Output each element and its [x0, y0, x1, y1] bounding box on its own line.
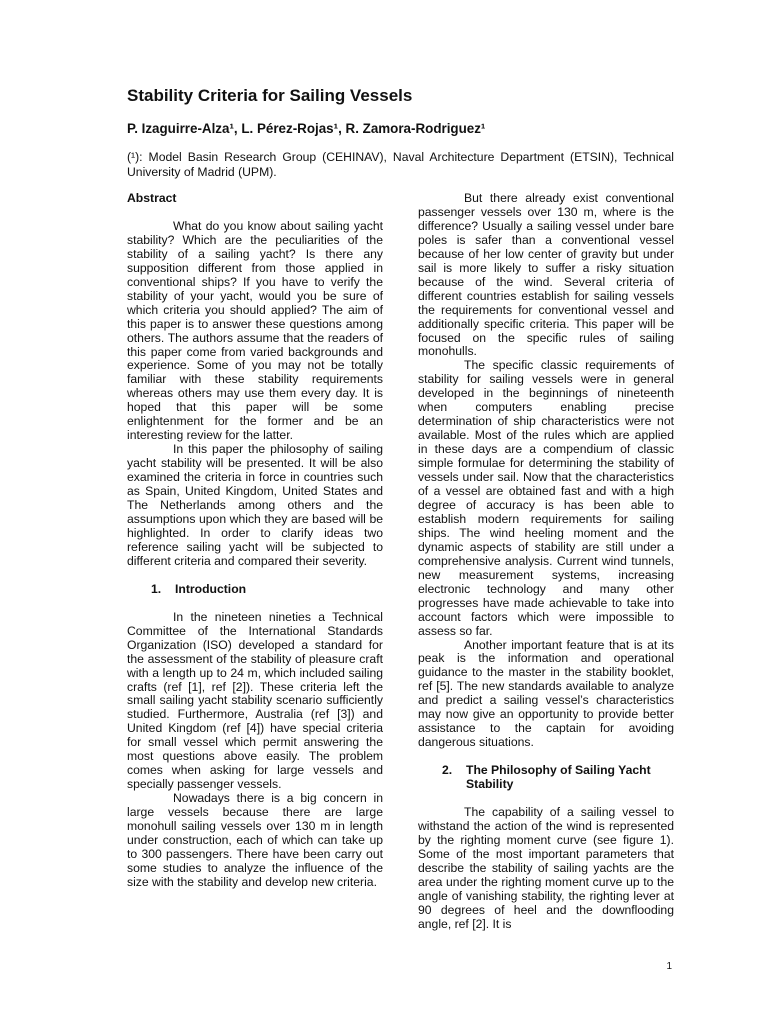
philosophy-paragraph-1: The capability of a sailing vessel to withstand the action of the wind is represented by the righting moment curve (see figure 1). Some of the most important parameters that describe the stability of sailing yachts are the area under the righting moment curve up to the angle of vanishing stability, the righting lever at 90 degrees of heel and the downflooding angle, ref [2]. It is — [418, 805, 674, 931]
introduction-paragraph-2: Nowadays there is a big concern in large vessels because there are large monohull sailing vessels over 130 m in length under construction, each of which can take up to 300 passengers. There have been carry out some studies to analyze the influence of the size with the stability and develop new criteria. — [127, 791, 383, 889]
paper-title: Stability Criteria for Sailing Vessels — [127, 86, 413, 105]
section-2-title: The Philosophy of Sailing Yacht Stability — [466, 763, 651, 792]
affiliation: (¹): Model Basin Research Group (CEHINAV), Naval Architecture Department (ETSIN), Technical University of Madrid (UPM). — [127, 150, 674, 179]
abstract-paragraph-2: In this paper the philosophy of sailing yacht stability will be presented. It will be also examined the criteria in force in countries such as Spain, United Kingdom, United States and The Netherlands among others and the assumptions upon which they are based will be highlighted. In order to clarify ideas two reference sailing yacht will be subjected to different criteria and compared their severity. — [127, 442, 383, 568]
right-paragraph-3: Another important feature that is at its peak is the information and operational guidance to the master in the stability booklet, ref [5]. The new standards available to analyze and predict a sailing vessel’s characteristics may now give an opportunity to provide better assistance to the captain for avoiding dangerous situations. — [418, 637, 674, 750]
section-2-heading — [418, 764, 674, 792]
section-1-title: Introduction — [175, 581, 247, 596]
section-2-number: 2. — [442, 763, 453, 778]
section-1-heading — [127, 583, 383, 597]
right-paragraph-1: But there already exist conventional passenger vessels over 130 m, where is the difference? Usually a sailing vessel under bare poles is safer than a conventional vessel because of her low center of gravity but under sail is more likely to suffer a risky situation because of the wind. Several criteria of different countries establish for sailing vessels the requirements for conventional vessel and additionally specific criteria. This paper will be focused on the specific rules of sailing monohulls. — [418, 191, 674, 359]
left-column — [127, 192, 383, 890]
abstract-heading: Abstract — [127, 191, 177, 205]
abstract-paragraph-1: What do you know about sailing yacht stability? Which are the peculiarities of the stability of a sailing yacht? Is there any supposition different from those applied in conventional ships? If you have to verify the stability of your yacht, would you be sure of which criteria you should applied? The aim of this paper is to answer these questions among others. The authors assume that the readers of this paper come from varied backgrounds and experience. Some of you may not be totally familiar with these stability requirements whereas others may use them every day. It is hoped that this paper will be some enlightenment for the former and be an interesting review for the latter. — [127, 218, 383, 443]
right-column — [418, 192, 674, 932]
section-1-number: 1. — [151, 581, 162, 596]
author-list: P. Izaguirre-Alza¹, L. Pérez-Rojas¹, R. Zamora-Rodriguez¹ — [127, 121, 486, 136]
page-number: 1 — [666, 961, 672, 972]
right-paragraph-2: The specific classic requirements of stability for sailing vessels were in general developed in the beginnings of nineteenth when computers enabling precise determination of ship characteristics were not available. Most of the rules which are applied in these days are a compendium of classic simple formulae for determining the stability of vessels under sail. Now that the characteristics of a vessel are obtained fast and with a high degree of accuracy is has been able to establish modern requirements for sailing ships. The wind heeling moment and the dynamic aspects of stability are still under a comprehensive analysis. Current wind tunnels, new measurement systems, increasing electronic technology and many other progresses have made achievable to take into account factors which were impossible to assess so far. — [418, 358, 674, 638]
introduction-paragraph-1: In the nineteen nineties a Technical Committee of the International Standards Organization (ISO) developed a standard for the assessment of the stability of pleasure craft with a length up to 24 m, which included sailing crafts (ref [1], ref [2]). These criteria left the small sailing yacht stability scenario sufficiently studied. Furthermore, Australia (ref [3]) and United Kingdom (ref [4]) have special criteria for small vessel which permit answering the most questions above easily. The problem comes when asking for large vessels and specially passenger vessels. — [127, 609, 383, 792]
